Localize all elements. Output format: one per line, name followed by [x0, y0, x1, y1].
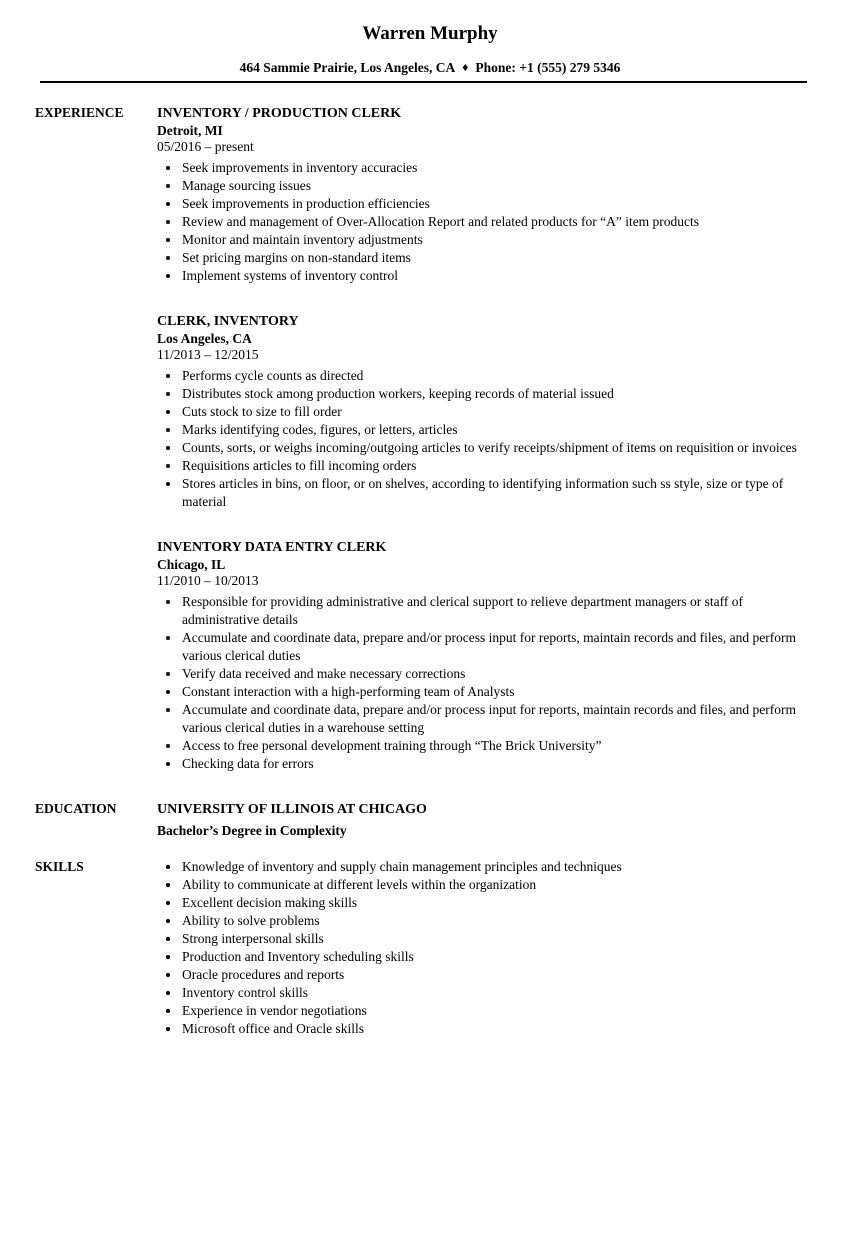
bullet-item: • Stores articles in bins, on floor, or on shelves, according to identifying information such ss style, size or type of material — [181, 475, 812, 511]
bullet-item: • Requisitions articles to fill incoming orders — [181, 457, 812, 475]
bullet-item: • Checking data for errors — [181, 755, 812, 773]
skill-item: • Ability to communicate at different levels within the organization — [181, 876, 812, 894]
bullet-item: • Implement systems of inventory control — [181, 267, 812, 285]
skill-item: • Experience in vendor negotiations — [181, 1002, 812, 1020]
bullet-item: • Counts, sorts, or weighs incoming/outgoing articles to verify receipts/shipment of items on requisition or invoices — [181, 439, 812, 457]
skill-item: • Microsoft office and Oracle skills — [181, 1020, 812, 1038]
skill-item: • Ability to solve problems — [181, 912, 812, 930]
skill-item: • Strong interpersonal skills — [181, 930, 812, 948]
skill-item: • Knowledge of inventory and supply chain management principles and techniques — [181, 858, 812, 876]
job-location: Chicago, IL — [157, 557, 226, 572]
candidate-name: Warren Murphy — [362, 23, 498, 44]
diamond-separator-icon: ♦ — [462, 60, 469, 74]
skill-item: • Oracle procedures and reports — [181, 966, 812, 984]
contact-line — [0, 59, 860, 76]
experience-content — [157, 104, 860, 773]
bullet-item: • Monitor and maintain inventory adjustments — [181, 231, 812, 249]
bullet-item: • Performs cycle counts as directed — [181, 367, 812, 385]
contact-address: 464 Sammie Prairie, Los Angeles, CA — [239, 60, 456, 75]
bullet-item: • Accumulate and coordinate data, prepare and/or process input for reports, maintain records and files, and perform various clerical duties in a warehouse setting — [181, 701, 812, 737]
skill-item: • Inventory control skills — [181, 984, 812, 1002]
degree-name: Bachelor’s Degree in Complexity — [157, 823, 347, 838]
contact-phone: Phone: +1 (555) 279 5346 — [475, 60, 621, 75]
bullet-item: • Accumulate and coordinate data, prepare and/or process input for reports, maintain records and files, and perform various clerical duties — [181, 629, 812, 665]
school-name: UNIVERSITY OF ILLINOIS AT CHICAGO — [157, 802, 427, 817]
header-divider — [40, 81, 807, 83]
bullet-item: • Access to free personal development training through “The Brick University” — [181, 737, 812, 755]
resume-header — [0, 22, 860, 83]
bullet-item: • Review and management of Over-Allocation Report and related products for “A” item products — [181, 213, 812, 231]
skills-section-label: SKILLS — [35, 859, 84, 874]
job-entry-3 — [157, 538, 812, 773]
job-location: Los Angeles, CA — [157, 331, 252, 346]
education-content — [157, 800, 860, 839]
bullet-item: • Manage sourcing issues — [181, 177, 812, 195]
skills-section — [0, 858, 860, 1038]
job-dates: 05/2016 – present — [157, 139, 254, 154]
bullet-item: • Responsible for providing administrative and clerical support to relieve department managers or staff of administrative details — [181, 593, 812, 629]
job-bullet-list — [157, 159, 812, 285]
skills-bullet-list — [157, 858, 812, 1038]
education-section — [0, 800, 860, 839]
bullet-item: • Seek improvements in production efficiencies — [181, 195, 812, 213]
experience-section-label: EXPERIENCE — [35, 105, 124, 120]
bullet-item: • Seek improvements in inventory accuracies — [181, 159, 812, 177]
bullet-item: • Distributes stock among production workers, keeping records of material issued — [181, 385, 812, 403]
bullet-item: • Constant interaction with a high-performing team of Analysts — [181, 683, 812, 701]
experience-section — [0, 104, 860, 773]
job-entry-1 — [157, 104, 812, 285]
job-title: INVENTORY DATA ENTRY CLERK — [157, 540, 387, 555]
education-section-label: EDUCATION — [35, 801, 117, 816]
bullet-item: • Verify data received and make necessary corrections — [181, 665, 812, 683]
job-location: Detroit, MI — [157, 123, 223, 138]
job-dates: 11/2010 – 10/2013 — [157, 573, 259, 588]
bullet-item: • Cuts stock to size to fill order — [181, 403, 812, 421]
skill-item: • Production and Inventory scheduling skills — [181, 948, 812, 966]
job-title: CLERK, INVENTORY — [157, 314, 299, 329]
job-entry-2 — [157, 312, 812, 511]
bullet-item: • Marks identifying codes, figures, or letters, articles — [181, 421, 812, 439]
bullet-item: • Set pricing margins on non-standard items — [181, 249, 812, 267]
skills-content — [157, 858, 860, 1038]
skill-item: • Excellent decision making skills — [181, 894, 812, 912]
job-title: INVENTORY / PRODUCTION CLERK — [157, 106, 402, 121]
job-dates: 11/2013 – 12/2015 — [157, 347, 259, 362]
job-bullet-list — [157, 367, 812, 511]
job-bullet-list — [157, 593, 812, 773]
